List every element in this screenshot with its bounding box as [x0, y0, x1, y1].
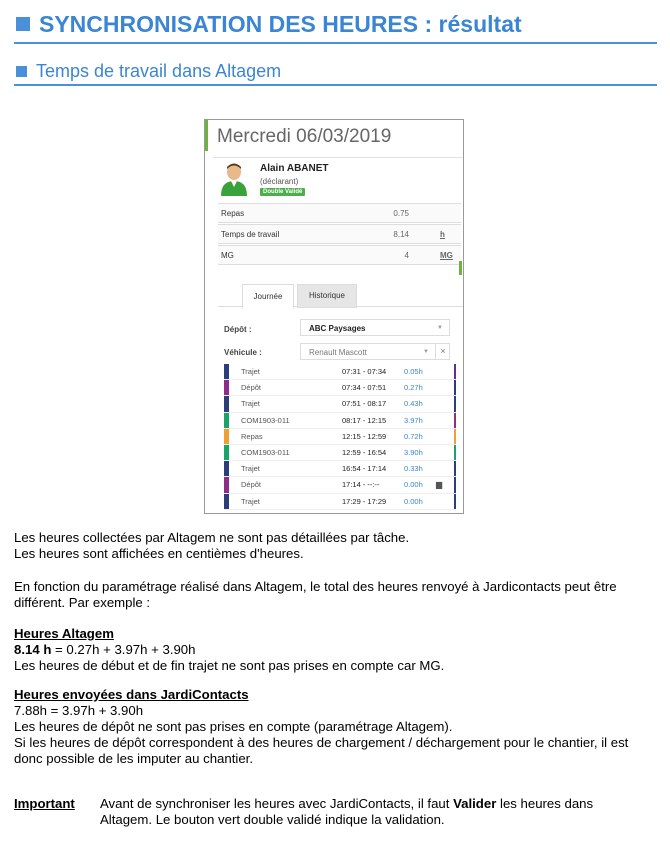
time-entry-row[interactable] — [224, 477, 456, 493]
entry-time: 16:54 - 17:14 — [342, 464, 387, 474]
bullet-square — [16, 17, 30, 31]
summary-row — [218, 245, 461, 265]
entry-duration: 0.43h — [404, 399, 423, 409]
depot-label: Dépôt : — [224, 325, 252, 334]
summary-unit: h — [440, 230, 445, 239]
summary-row — [218, 203, 461, 223]
vehicule-select[interactable] — [300, 343, 450, 360]
category-color-bar — [454, 445, 456, 460]
category-color-bar — [224, 445, 229, 460]
entry-duration: 0.27h — [404, 383, 423, 393]
sub-heading — [14, 60, 657, 86]
category-color-bar — [224, 396, 229, 411]
entry-time: 17:29 - 17:29 — [342, 496, 387, 506]
text-line: Avant de synchroniser les heures avec JardiContacts, il faut — [100, 796, 454, 811]
category-color-bar — [454, 477, 456, 492]
category-color-bar — [224, 380, 229, 395]
document-icon[interactable]: ▆ — [436, 480, 443, 490]
category-color-bar — [224, 494, 229, 509]
text-line: Si les heures de dépôt correspondent à des heures de chargement / déchargement pour le chantier, il est — [14, 735, 629, 750]
category-color-bar — [454, 396, 456, 411]
entry-duration: 0.05h — [404, 367, 423, 376]
emphasis: Valider — [453, 796, 497, 811]
category-color-bar — [454, 380, 456, 395]
entry-time: 07:31 - 07:34 — [342, 367, 387, 376]
summary-unit: MG — [440, 251, 453, 260]
category-color-bar — [224, 413, 229, 428]
entry-label: COM1903-011 — [241, 447, 290, 457]
category-color-bar — [224, 429, 229, 444]
vehicule-value: Renault Mascott — [309, 348, 367, 357]
heures-jardi-section — [14, 687, 628, 767]
entry-label: COM1903-011 — [241, 415, 290, 425]
user-name: Alain ABANET — [260, 163, 329, 174]
time-entry-row[interactable] — [224, 461, 456, 477]
clear-icon[interactable]: × — [435, 343, 450, 360]
text-line: Les heures sont affichées en centièmes d'heures. — [14, 546, 304, 561]
summary-value: 8.14 — [393, 230, 409, 239]
hours-calc: = 0.27h + 3.97h + 3.90h — [51, 642, 196, 657]
status-bar — [205, 120, 208, 151]
entry-duration: 0.72h — [404, 431, 423, 441]
depot-select[interactable] — [300, 319, 450, 336]
time-entry-row[interactable] — [224, 429, 456, 445]
text-line: Les heures collectées par Altagem ne sont pas détaillées par tâche. — [14, 530, 410, 545]
main-heading-text: SYNCHRONISATION DES HEURES : résultat — [39, 11, 522, 37]
text-line: Les heures de début et de fin trajet ne sont pas prises en compte car MG. — [14, 658, 445, 673]
main-heading — [14, 10, 657, 44]
summary-table — [218, 202, 461, 265]
summary-label: Temps de travail — [221, 230, 280, 239]
entry-label: Trajet — [241, 496, 260, 506]
total-hours: 8.14 h — [14, 642, 52, 657]
vehicule-label: Véhicule : — [224, 348, 262, 357]
entry-duration: 3.97h — [404, 415, 423, 425]
summary-label: MG — [221, 251, 234, 260]
paragraph — [14, 579, 617, 611]
day-date: Mercredi 06/03/2019 — [217, 126, 392, 147]
time-entry-row[interactable] — [224, 413, 456, 429]
time-entry-row[interactable] — [224, 364, 456, 380]
text-line: Altagem. Le bouton vert double validé indique la validation. — [100, 812, 445, 827]
caret-down-icon: ▼ — [437, 325, 443, 331]
category-color-bar — [454, 413, 456, 428]
entry-label: Trajet — [241, 464, 260, 474]
category-color-bar — [454, 429, 456, 444]
tab-journee[interactable]: Journée — [242, 284, 294, 309]
entry-label: Trajet — [241, 367, 260, 376]
text-line: Les heures de dépôt ne sont pas prises en compte (paramétrage Altagem). — [14, 719, 453, 734]
category-color-bar — [454, 494, 456, 509]
entry-label: Dépôt — [241, 480, 262, 490]
summary-label: Repas — [221, 209, 245, 218]
status-marker — [459, 261, 462, 275]
depot-value: ABC Paysages — [309, 324, 366, 333]
altagem-screenshot — [204, 119, 464, 514]
summary-value: 0.75 — [393, 209, 409, 218]
caret-down-icon: ▼ — [423, 349, 429, 355]
summary-row — [218, 224, 461, 244]
tab-historique[interactable]: Historique — [297, 284, 357, 308]
summary-value: 4 — [404, 251, 409, 260]
entry-duration: 0.00h — [404, 480, 423, 490]
divider — [213, 157, 463, 158]
category-color-bar — [454, 461, 456, 476]
time-entry-row[interactable] — [224, 445, 456, 461]
entry-label: Dépôt — [241, 383, 262, 393]
text-line: En fonction du paramétrage réalisé dans Altagem, le total des heures renvoyé à Jardicontacts peut être — [14, 579, 617, 594]
time-entry-row[interactable] — [224, 380, 456, 396]
entry-time: 17:14 - --:-- — [342, 480, 380, 490]
entry-time: 12:15 - 12:59 — [342, 431, 387, 441]
important-label: Important — [14, 796, 75, 811]
entry-duration: 3.90h — [404, 447, 423, 457]
double-validated-badge[interactable]: Double Validé — [260, 188, 305, 196]
entry-duration: 0.00h — [404, 496, 423, 506]
hours-calc: 7.88h = 3.97h + 3.90h — [14, 703, 144, 718]
category-color-bar — [224, 364, 229, 379]
entry-time: 07:51 - 08:17 — [342, 399, 387, 409]
section-heading: Heures Altagem — [14, 626, 114, 641]
entry-time: 08:17 - 12:15 — [342, 415, 387, 425]
text-line: les heures dans — [496, 796, 594, 811]
user-avatar-icon — [219, 162, 249, 196]
entry-duration: 0.33h — [404, 464, 423, 474]
time-entry-row[interactable] — [224, 494, 456, 510]
sub-heading-text: Temps de travail dans Altagem — [36, 61, 282, 81]
heures-altagem-section — [14, 626, 444, 674]
entry-label: Repas — [241, 431, 263, 441]
time-entry-row[interactable] — [224, 396, 456, 412]
time-entries-list — [224, 364, 456, 510]
entry-label: Trajet — [241, 399, 260, 409]
text-line: différent. Par exemple : — [14, 595, 151, 610]
category-color-bar — [224, 477, 229, 492]
bullet-square — [16, 66, 27, 77]
category-color-bar — [454, 364, 456, 379]
user-role: (déclarant) — [260, 177, 299, 186]
section-heading: Heures envoyées dans JardiContacts — [14, 687, 249, 702]
entry-time: 12:59 - 16:54 — [342, 447, 387, 457]
entry-time: 07:34 - 07:51 — [342, 383, 387, 393]
text-line: donc possible de les imputer au chantier. — [14, 751, 253, 766]
paragraph — [14, 530, 409, 562]
category-color-bar — [224, 461, 229, 476]
